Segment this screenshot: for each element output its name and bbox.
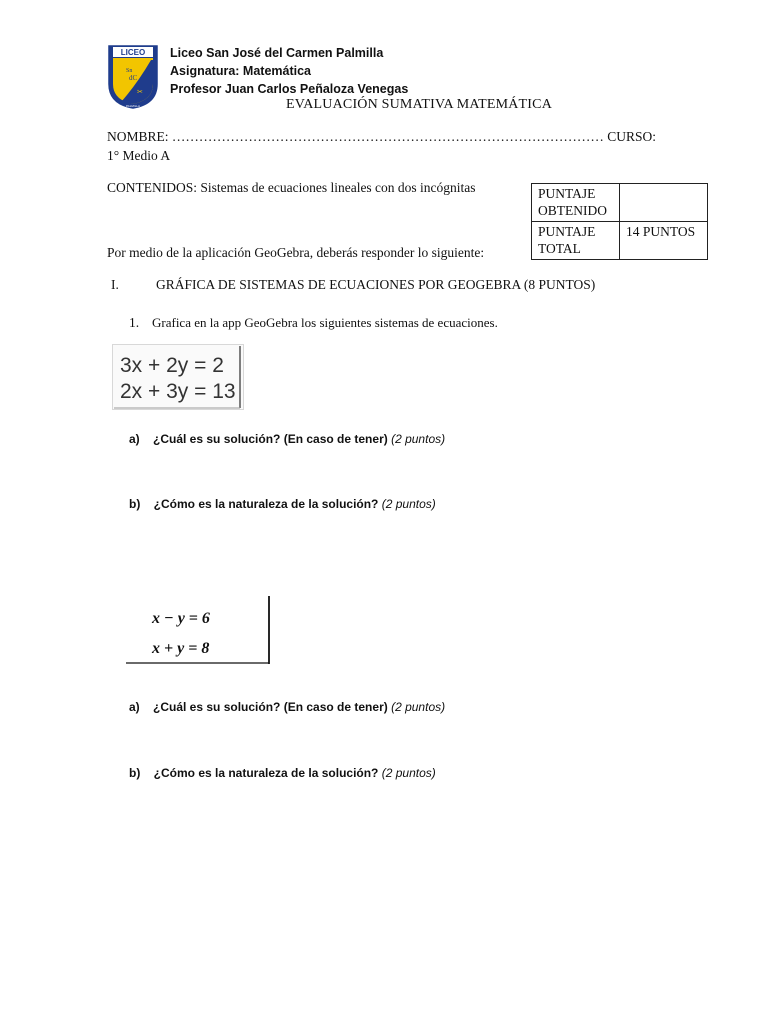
score-total-value: 14 PUNTOS bbox=[620, 222, 708, 260]
teacher: Profesor Juan Carlos Peñaloza Venegas bbox=[170, 82, 409, 96]
svg-text:2x + 3y = 13: 2x + 3y = 13 bbox=[120, 380, 236, 403]
score-obtained-label: PUNTAJE OBTENIDO bbox=[532, 184, 620, 222]
score-table bbox=[531, 183, 708, 260]
svg-text:✂: ✂ bbox=[137, 89, 143, 96]
svg-text:dC: dC bbox=[129, 74, 138, 82]
svg-text:x + y = 8: x + y = 8 bbox=[152, 640, 210, 657]
section-number: I. bbox=[111, 277, 119, 292]
section-title: GRÁFICA DE SISTEMAS DE ECUACIONES POR GEOGEBRA (8 PUNTOS) bbox=[156, 277, 596, 292]
question-1a: a) ¿Cuál es su solución? (En caso de tener) (2 puntos) bbox=[129, 432, 446, 446]
svg-text:x − y = 6: x − y = 6 bbox=[152, 610, 210, 627]
svg-text:PALMILLA: PALMILLA bbox=[125, 104, 141, 108]
name-course-line: NOMBRE: …………………………………………………………………………………… CURSO: bbox=[107, 129, 657, 144]
score-obtained-value bbox=[620, 184, 708, 222]
question-1b: b) ¿Cómo es la naturaleza de la solución? (2 puntos) bbox=[129, 497, 436, 511]
page-title: EVALUACIÓN SUMATIVA MATEMÁTICA bbox=[285, 97, 553, 112]
question-2b: b) ¿Cómo es la naturaleza de la solución? (2 puntos) bbox=[129, 766, 436, 780]
item-text: Grafica en la app GeoGebra los siguientes sistemas de ecuaciones. bbox=[152, 315, 498, 330]
svg-text:3x + 2y = 2: 3x + 2y = 2 bbox=[120, 354, 224, 377]
equation-system-2 bbox=[126, 596, 272, 666]
svg-text:Sn: Sn bbox=[126, 68, 133, 74]
contents-line: CONTENIDOS: Sistemas de ecuaciones lineales con dos incógnitas bbox=[107, 180, 476, 195]
school-name: Liceo San José del Carmen Palmilla bbox=[170, 46, 384, 60]
course-value: 1° Medio A bbox=[107, 148, 171, 163]
item-number: 1. bbox=[129, 315, 140, 330]
instructions: Por medio de la aplicación GeoGebra, deberás responder lo siguiente: bbox=[107, 245, 485, 260]
equation-system-1 bbox=[112, 344, 244, 410]
logo-text: LICEO bbox=[120, 48, 146, 57]
question-2a: a) ¿Cuál es su solución? (En caso de tener) (2 puntos) bbox=[129, 700, 446, 714]
subject: Asignatura: Matemática bbox=[170, 64, 312, 78]
score-total-label: PUNTAJE TOTAL bbox=[532, 222, 620, 260]
